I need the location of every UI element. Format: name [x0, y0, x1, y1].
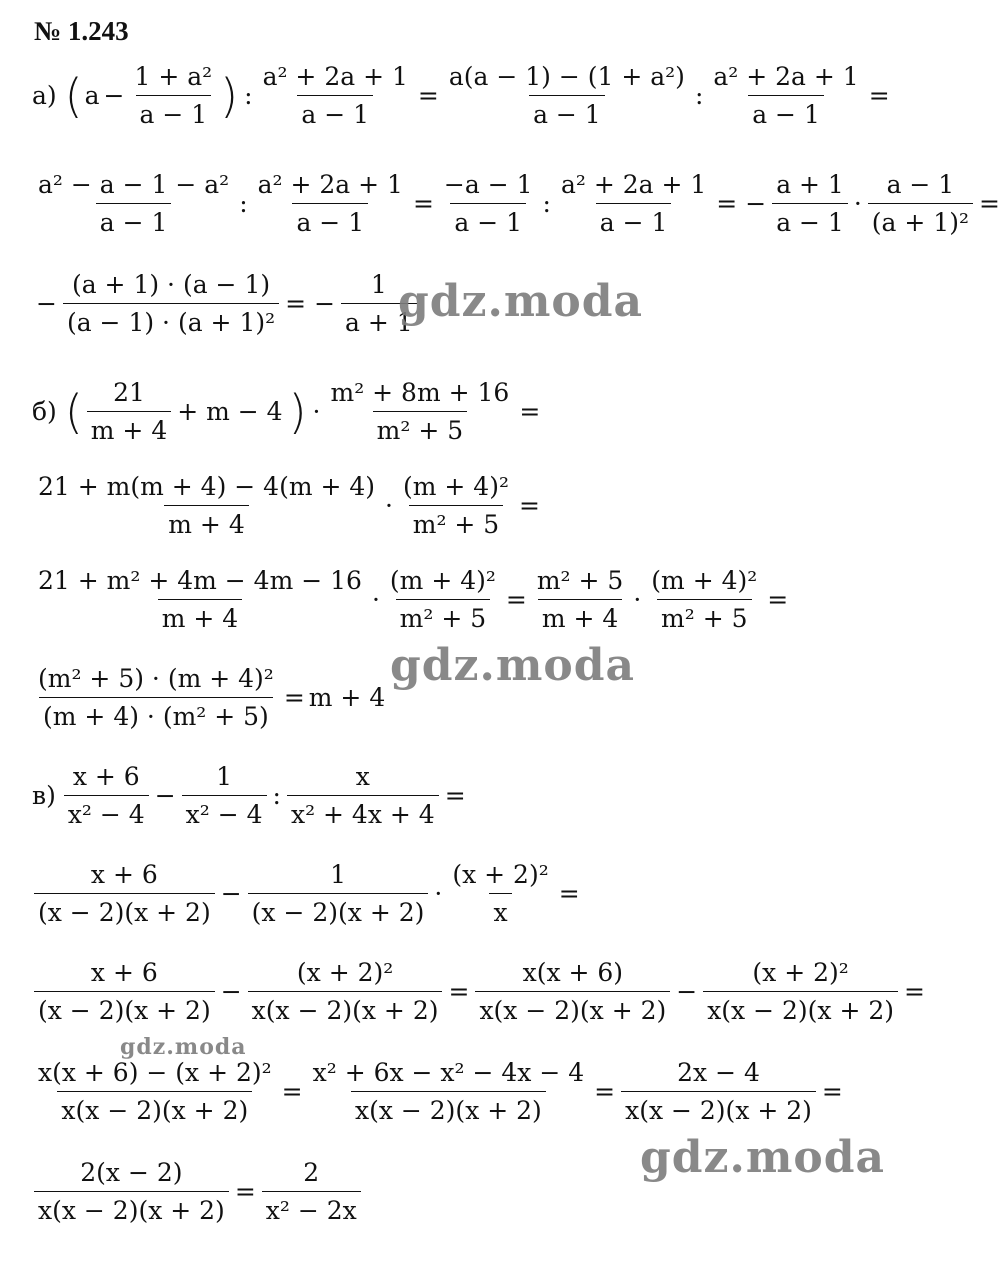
multiply-dot: · — [371, 585, 380, 614]
denominator: m + 4 — [87, 411, 171, 445]
numerator: m² + 5 — [536, 566, 624, 595]
fraction — [34, 1158, 229, 1225]
fraction — [262, 1158, 361, 1225]
denominator: x² − 4 — [64, 795, 149, 829]
denominator: m + 4 — [538, 599, 622, 633]
fraction — [533, 566, 627, 633]
fraction — [703, 958, 898, 1025]
numerator: (m + 4)² — [651, 566, 758, 595]
fraction — [399, 472, 513, 539]
denominator: (x − 2)(x + 2) — [34, 893, 215, 927]
numerator: 21 + m² + 4m − 4m − 16 — [38, 566, 362, 595]
fraction — [309, 1058, 589, 1125]
fraction — [440, 170, 537, 237]
open-paren: ( — [64, 384, 83, 439]
open-paren: ( — [64, 68, 83, 123]
denominator: x² − 4 — [182, 795, 267, 829]
equals-sign: = — [505, 585, 527, 614]
part-a-line-2 — [32, 170, 1004, 237]
equals-sign: = — [716, 189, 738, 218]
numerator: (m + 4)² — [402, 472, 509, 501]
numerator: (x + 2)² — [296, 958, 394, 987]
numerator: (x + 2)² — [752, 958, 849, 987]
fraction — [259, 62, 412, 129]
equals-sign: = — [283, 683, 305, 712]
fraction — [130, 62, 216, 129]
fraction — [287, 762, 439, 829]
divide-sign: : — [542, 189, 551, 218]
denominator: x(x − 2)(x + 2) — [621, 1091, 816, 1125]
numerator: x + 6 — [72, 762, 140, 791]
denominator: (x − 2)(x + 2) — [34, 991, 215, 1025]
minus-sign: − — [676, 977, 698, 1006]
close-paren: ) — [288, 384, 307, 439]
numerator: x + 6 — [90, 958, 158, 987]
equals-sign: = — [285, 289, 307, 318]
watermark-2: gdz.moda — [390, 640, 636, 691]
equals-sign: = — [978, 189, 1000, 218]
equals-sign: = — [412, 189, 434, 218]
fraction — [34, 860, 215, 927]
numerator: a² + 2a + 1 — [262, 62, 408, 91]
part-a-line-3 — [32, 270, 419, 337]
denominator: a − 1 — [772, 203, 848, 237]
divide-sign: : — [272, 781, 281, 810]
equals-sign: = — [234, 1177, 256, 1206]
minus-sign: − — [220, 977, 242, 1006]
part-b-line-4 — [32, 664, 385, 731]
multiply-dot: · — [434, 879, 443, 908]
watermark-4: gdz.moda — [640, 1132, 886, 1183]
equals-sign: = — [281, 1077, 303, 1106]
denominator: x² − 2x — [262, 1191, 361, 1225]
divide-sign: : — [239, 189, 248, 218]
numerator: x(x + 6) − (x + 2)² — [38, 1058, 272, 1087]
denominator: x(x − 2)(x + 2) — [248, 991, 443, 1025]
denominator: (a + 1)² — [868, 203, 973, 237]
denominator: x(x − 2)(x + 2) — [34, 1191, 229, 1225]
fraction — [448, 860, 552, 927]
divide-sign: : — [244, 81, 253, 110]
numerator: (m + 4)² — [389, 566, 496, 595]
equals-sign: = — [417, 81, 439, 110]
part-c-line-1 — [32, 762, 470, 829]
part-c-line-3 — [32, 958, 929, 1025]
minus-sign: − — [220, 879, 242, 908]
numerator: (m² + 5) · (m + 4)² — [38, 664, 274, 693]
fraction — [63, 270, 279, 337]
denominator: a − 1 — [297, 95, 373, 129]
numerator: x(x + 6) — [522, 958, 624, 987]
denominator: m² + 5 — [409, 505, 503, 539]
fraction — [182, 762, 267, 829]
numerator: 21 + m(m + 4) − 4(m + 4) — [38, 472, 376, 501]
watermark-3: gdz.moda — [120, 1034, 247, 1060]
denominator: a − 1 — [96, 203, 172, 237]
equals-sign: = — [519, 397, 541, 426]
denominator: m + 4 — [158, 599, 242, 633]
fraction — [34, 1058, 276, 1125]
fraction — [34, 566, 366, 633]
equals-sign: = — [868, 81, 890, 110]
multiply-dot: · — [853, 189, 862, 218]
denominator: m² + 5 — [396, 599, 490, 633]
part-c-label: в) — [32, 781, 56, 810]
minus-sign: − — [745, 189, 767, 218]
numerator: 2x − 4 — [677, 1058, 760, 1087]
denominator: (m + 4) · (m² + 5) — [39, 697, 273, 731]
part-c-line-4 — [32, 1058, 847, 1125]
fraction — [34, 664, 278, 731]
fraction — [475, 958, 670, 1025]
denominator: (a − 1) · (a + 1)² — [63, 303, 279, 337]
numerator: 1 — [370, 270, 387, 299]
part-a-label: а) — [32, 81, 57, 110]
numerator: a² − a − 1 − a² — [38, 170, 230, 199]
numerator: 21 — [113, 378, 145, 407]
fraction — [34, 958, 215, 1025]
denominator: x² + 4x + 4 — [287, 795, 439, 829]
part-b-line-1 — [32, 378, 544, 445]
numerator: 1 — [330, 860, 346, 889]
denominator: a − 1 — [748, 95, 824, 129]
numerator: x + 6 — [90, 860, 158, 889]
numerator: x² + 6x − x² − 4x − 4 — [312, 1058, 585, 1087]
var-a: a — [84, 81, 100, 110]
fraction — [557, 170, 710, 237]
fraction — [87, 378, 171, 445]
minus-sign: − — [103, 81, 125, 110]
numerator: (x + 2)² — [452, 860, 549, 889]
denominator: x — [489, 893, 511, 927]
denominator: a + 1 — [341, 303, 417, 337]
fraction — [248, 958, 443, 1025]
equals-sign: = — [821, 1077, 843, 1106]
denominator: a − 1 — [292, 203, 368, 237]
minus-sign: − — [314, 289, 336, 318]
numerator: x — [355, 762, 370, 791]
numerator: a² + 2a + 1 — [257, 170, 403, 199]
denominator: x(x − 2)(x + 2) — [351, 1091, 546, 1125]
numerator: m² + 8m + 16 — [330, 378, 510, 407]
denominator: a − 1 — [136, 95, 212, 129]
fraction — [64, 762, 149, 829]
denominator: a − 1 — [596, 203, 672, 237]
part-c-line-2 — [32, 860, 584, 927]
numerator: a(a − 1) − (1 + a²) — [448, 62, 685, 91]
equals-sign: = — [558, 879, 580, 908]
denominator: m² + 5 — [657, 599, 751, 633]
part-b-line-3 — [32, 566, 792, 633]
fraction — [34, 472, 379, 539]
denominator: m² + 5 — [373, 411, 467, 445]
numerator: 1 — [216, 762, 233, 791]
numerator: 1 + a² — [134, 62, 213, 91]
multiply-dot: · — [385, 491, 393, 520]
numerator: 2(x − 2) — [80, 1158, 183, 1187]
minus-sign: − — [36, 289, 57, 318]
denominator: x(x − 2)(x + 2) — [475, 991, 670, 1025]
denominator: (x − 2)(x + 2) — [248, 893, 429, 927]
multiply-dot: · — [633, 585, 642, 614]
fraction — [326, 378, 513, 445]
numerator: 2 — [303, 1158, 320, 1187]
part-b-line-2 — [32, 472, 544, 539]
fraction — [647, 566, 761, 633]
fraction — [772, 170, 848, 237]
equals-sign: = — [448, 977, 470, 1006]
equals-sign: = — [904, 977, 925, 1006]
numerator: a² + 2a + 1 — [713, 62, 859, 91]
fraction — [254, 170, 407, 237]
denominator: a − 1 — [529, 95, 605, 129]
equals-sign: = — [444, 781, 466, 810]
result: m + 4 — [308, 683, 386, 712]
part-a-line-1 — [32, 62, 894, 129]
fraction — [445, 62, 689, 129]
numerator: a + 1 — [776, 170, 844, 199]
numerator: −a − 1 — [443, 170, 533, 199]
denominator: x(x − 2)(x + 2) — [57, 1091, 252, 1125]
minus-sign: − — [154, 781, 176, 810]
close-paren: ) — [220, 68, 239, 123]
part-c-line-5 — [32, 1158, 363, 1225]
fraction — [34, 170, 233, 237]
numerator: a − 1 — [886, 170, 955, 199]
divide-sign: : — [694, 81, 704, 110]
fraction — [248, 860, 429, 927]
denominator: x(x − 2)(x + 2) — [703, 991, 898, 1025]
multiply-dot: · — [312, 397, 321, 426]
fraction — [386, 566, 500, 633]
equals-sign: = — [518, 491, 540, 520]
watermark-1: gdz.moda — [398, 276, 644, 327]
fraction — [709, 62, 862, 129]
exercise-title: № 1.243 — [34, 16, 129, 46]
numerator: (a + 1) · (a − 1) — [71, 270, 271, 299]
equals-sign: = — [767, 585, 789, 614]
expression-term: + m − 4 — [177, 397, 283, 426]
denominator: a − 1 — [450, 203, 526, 237]
numerator: a² + 2a + 1 — [560, 170, 707, 199]
fraction — [621, 1058, 816, 1125]
denominator: m + 4 — [164, 505, 248, 539]
part-b-label: б) — [32, 397, 57, 426]
fraction — [868, 170, 973, 237]
equals-sign: = — [594, 1077, 616, 1106]
